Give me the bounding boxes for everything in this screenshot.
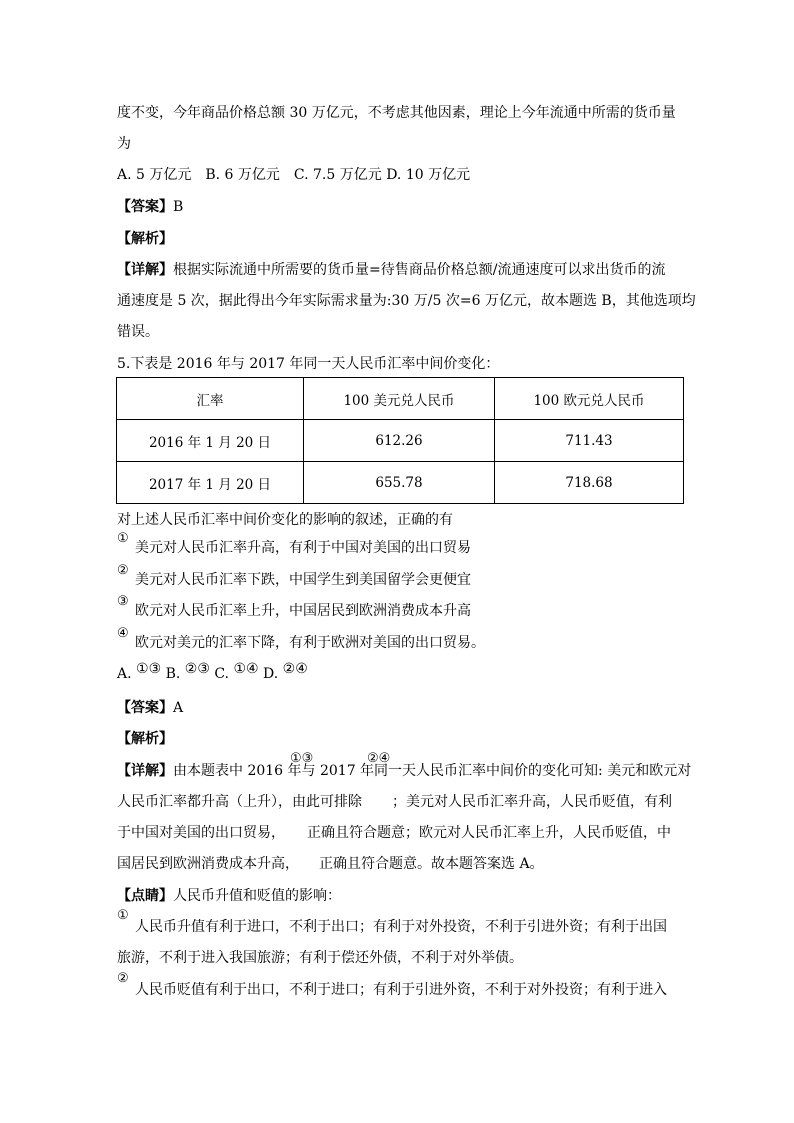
table-header-cell: 100 欧元兑人民币 bbox=[495, 378, 684, 420]
tip-tag: 【点睛】 bbox=[117, 888, 173, 904]
tip-text: 人民币升值有利于进口，不利于出口；有利于对外投资，不利于引进外资；有利于出国 bbox=[135, 919, 667, 935]
table-cell: 711.43 bbox=[495, 420, 684, 462]
choice-c-label: C. bbox=[214, 666, 230, 682]
detail-text: 国居民到欧洲消费成本升高， bbox=[117, 856, 299, 872]
table-row bbox=[117, 420, 684, 462]
choice-c-marks: ①④ bbox=[233, 661, 259, 677]
circled-number-3: ③ bbox=[117, 594, 129, 609]
q5-detail-line3 bbox=[117, 823, 671, 843]
q5-answer bbox=[117, 698, 183, 718]
q5-statement-1 bbox=[117, 531, 471, 558]
q4-options: A. 5 万亿元 B. 6 万亿元 C. 7.5 万亿元 D. 10 万亿元 bbox=[117, 167, 471, 183]
detail-text: ；美元对人民币汇率升高，人民币贬值，有利 bbox=[392, 794, 672, 810]
table-row bbox=[117, 462, 684, 504]
table-header-row bbox=[117, 378, 684, 420]
detail-tag: 【详解】 bbox=[117, 763, 173, 779]
choice-b-label: B. bbox=[165, 666, 181, 682]
detail-tag: 【详解】 bbox=[117, 262, 173, 278]
tip-text: 人民币贬值有利于出口，不利于进口；有利于引进外资，不利于对外投资；有利于进入 bbox=[135, 982, 667, 998]
q4-stem-line2: 为 bbox=[117, 136, 131, 152]
q4-detail-line2: 通速度是 5 次，据此得出今年实际需求量为:30 万/5 次=6 万亿元，故本题选 B，其他选项均 bbox=[117, 293, 696, 309]
q5-choices bbox=[117, 661, 308, 684]
circled-number-2: ② bbox=[117, 971, 129, 986]
choice-a-marks: ①③ bbox=[136, 661, 162, 677]
circled-number-1: ① bbox=[117, 531, 129, 546]
choice-a-label: A. bbox=[117, 666, 132, 682]
detail-text: 人民币汇率都升高（上升），由此可排除 bbox=[117, 794, 362, 810]
q5-question: 对上述人民币汇率中间价变化的影响的叙述，正确的有 bbox=[117, 512, 453, 528]
q5-detail-line2 bbox=[117, 792, 672, 812]
detail-text: 由本题表中 2016 年与 2017 年同一天人民币汇率中间价的变化可知: 美元和欧元对 bbox=[173, 763, 692, 779]
q5-tip1-line1 bbox=[117, 908, 667, 937]
answer-tag: 【答案】 bbox=[117, 700, 173, 716]
q5-tip2-line1 bbox=[117, 971, 667, 1000]
circled-number-2: ② bbox=[117, 563, 129, 578]
q4-detail-line1 bbox=[117, 260, 665, 280]
q4-answer bbox=[117, 197, 183, 217]
table-cell: 2016 年 1 月 20 日 bbox=[117, 420, 304, 462]
table-cell: 718.68 bbox=[495, 462, 684, 504]
statement-text: 欧元对美元的汇率下降，有利于欧洲对美国的出口贸易。 bbox=[135, 635, 485, 651]
table-cell: 2017 年 1 月 20 日 bbox=[117, 462, 304, 504]
choice-b-marks: ②③ bbox=[184, 661, 210, 677]
answer-value: B bbox=[173, 199, 184, 215]
detail-text: 于中国对美国的出口贸易， bbox=[117, 825, 285, 841]
q5-statement-2 bbox=[117, 563, 471, 590]
detail-text: 正确且符合题意；欧元对人民币汇率上升，人民币贬值，中 bbox=[307, 825, 671, 841]
q5-statement-4 bbox=[117, 626, 485, 653]
q5-stem: 5.下表是 2016 年与 2017 年同一天人民币汇率中间价变化： bbox=[117, 356, 500, 372]
q4-stem-line1: 度不变，今年商品价格总额 30 万亿元，不考虑其他因素，理论上今年流通中所需的货币量 bbox=[117, 105, 676, 121]
circled-number-4: ④ bbox=[117, 626, 129, 641]
table-cell: 655.78 bbox=[304, 462, 495, 504]
tip-title: 人民币升值和贬值的影响： bbox=[173, 888, 341, 904]
statement-text: 美元对人民币汇率下跌，中国学生到美国留学会更便宜 bbox=[135, 572, 471, 588]
table-header-cell: 100 美元兑人民币 bbox=[304, 378, 495, 420]
q4-analysis-tag: 【解析】 bbox=[117, 231, 173, 247]
q5-detail-line4 bbox=[117, 854, 544, 874]
detail-circled-marks-13: ①③ bbox=[290, 751, 314, 766]
choice-d-label: D. bbox=[263, 666, 279, 682]
answer-tag: 【答案】 bbox=[117, 199, 173, 215]
table-header-cell: 汇率 bbox=[117, 378, 304, 420]
q5-tip-heading bbox=[117, 886, 341, 906]
detail-text: 根据实际流通中所需要的货币量=待售商品价格总额/流通速度可以求出货币的流 bbox=[173, 262, 666, 278]
q5-statement-3 bbox=[117, 594, 471, 621]
q5-detail-line1 bbox=[117, 761, 691, 781]
detail-circled-marks-24: ②④ bbox=[367, 751, 391, 766]
q4-detail-line3: 错误。 bbox=[117, 324, 159, 340]
table-cell: 612.26 bbox=[304, 420, 495, 462]
circled-number-1: ① bbox=[117, 908, 129, 923]
detail-text: 正确且符合题意。故本题答案选 A。 bbox=[319, 856, 544, 872]
q5-analysis-tag: 【解析】 bbox=[117, 731, 173, 747]
choice-d-marks: ②④ bbox=[282, 661, 308, 677]
exchange-rate-table bbox=[116, 377, 684, 504]
statement-text: 美元对人民币汇率升高，有利于中国对美国的出口贸易 bbox=[135, 540, 471, 556]
answer-value: A bbox=[173, 700, 184, 716]
statement-text: 欧元对人民币汇率上升，中国居民到欧洲消费成本升高 bbox=[135, 603, 471, 619]
q5-tip1-line2: 旅游，不利于进入我国旅游；有利于偿还外债，不利于对外举债。 bbox=[117, 950, 523, 966]
